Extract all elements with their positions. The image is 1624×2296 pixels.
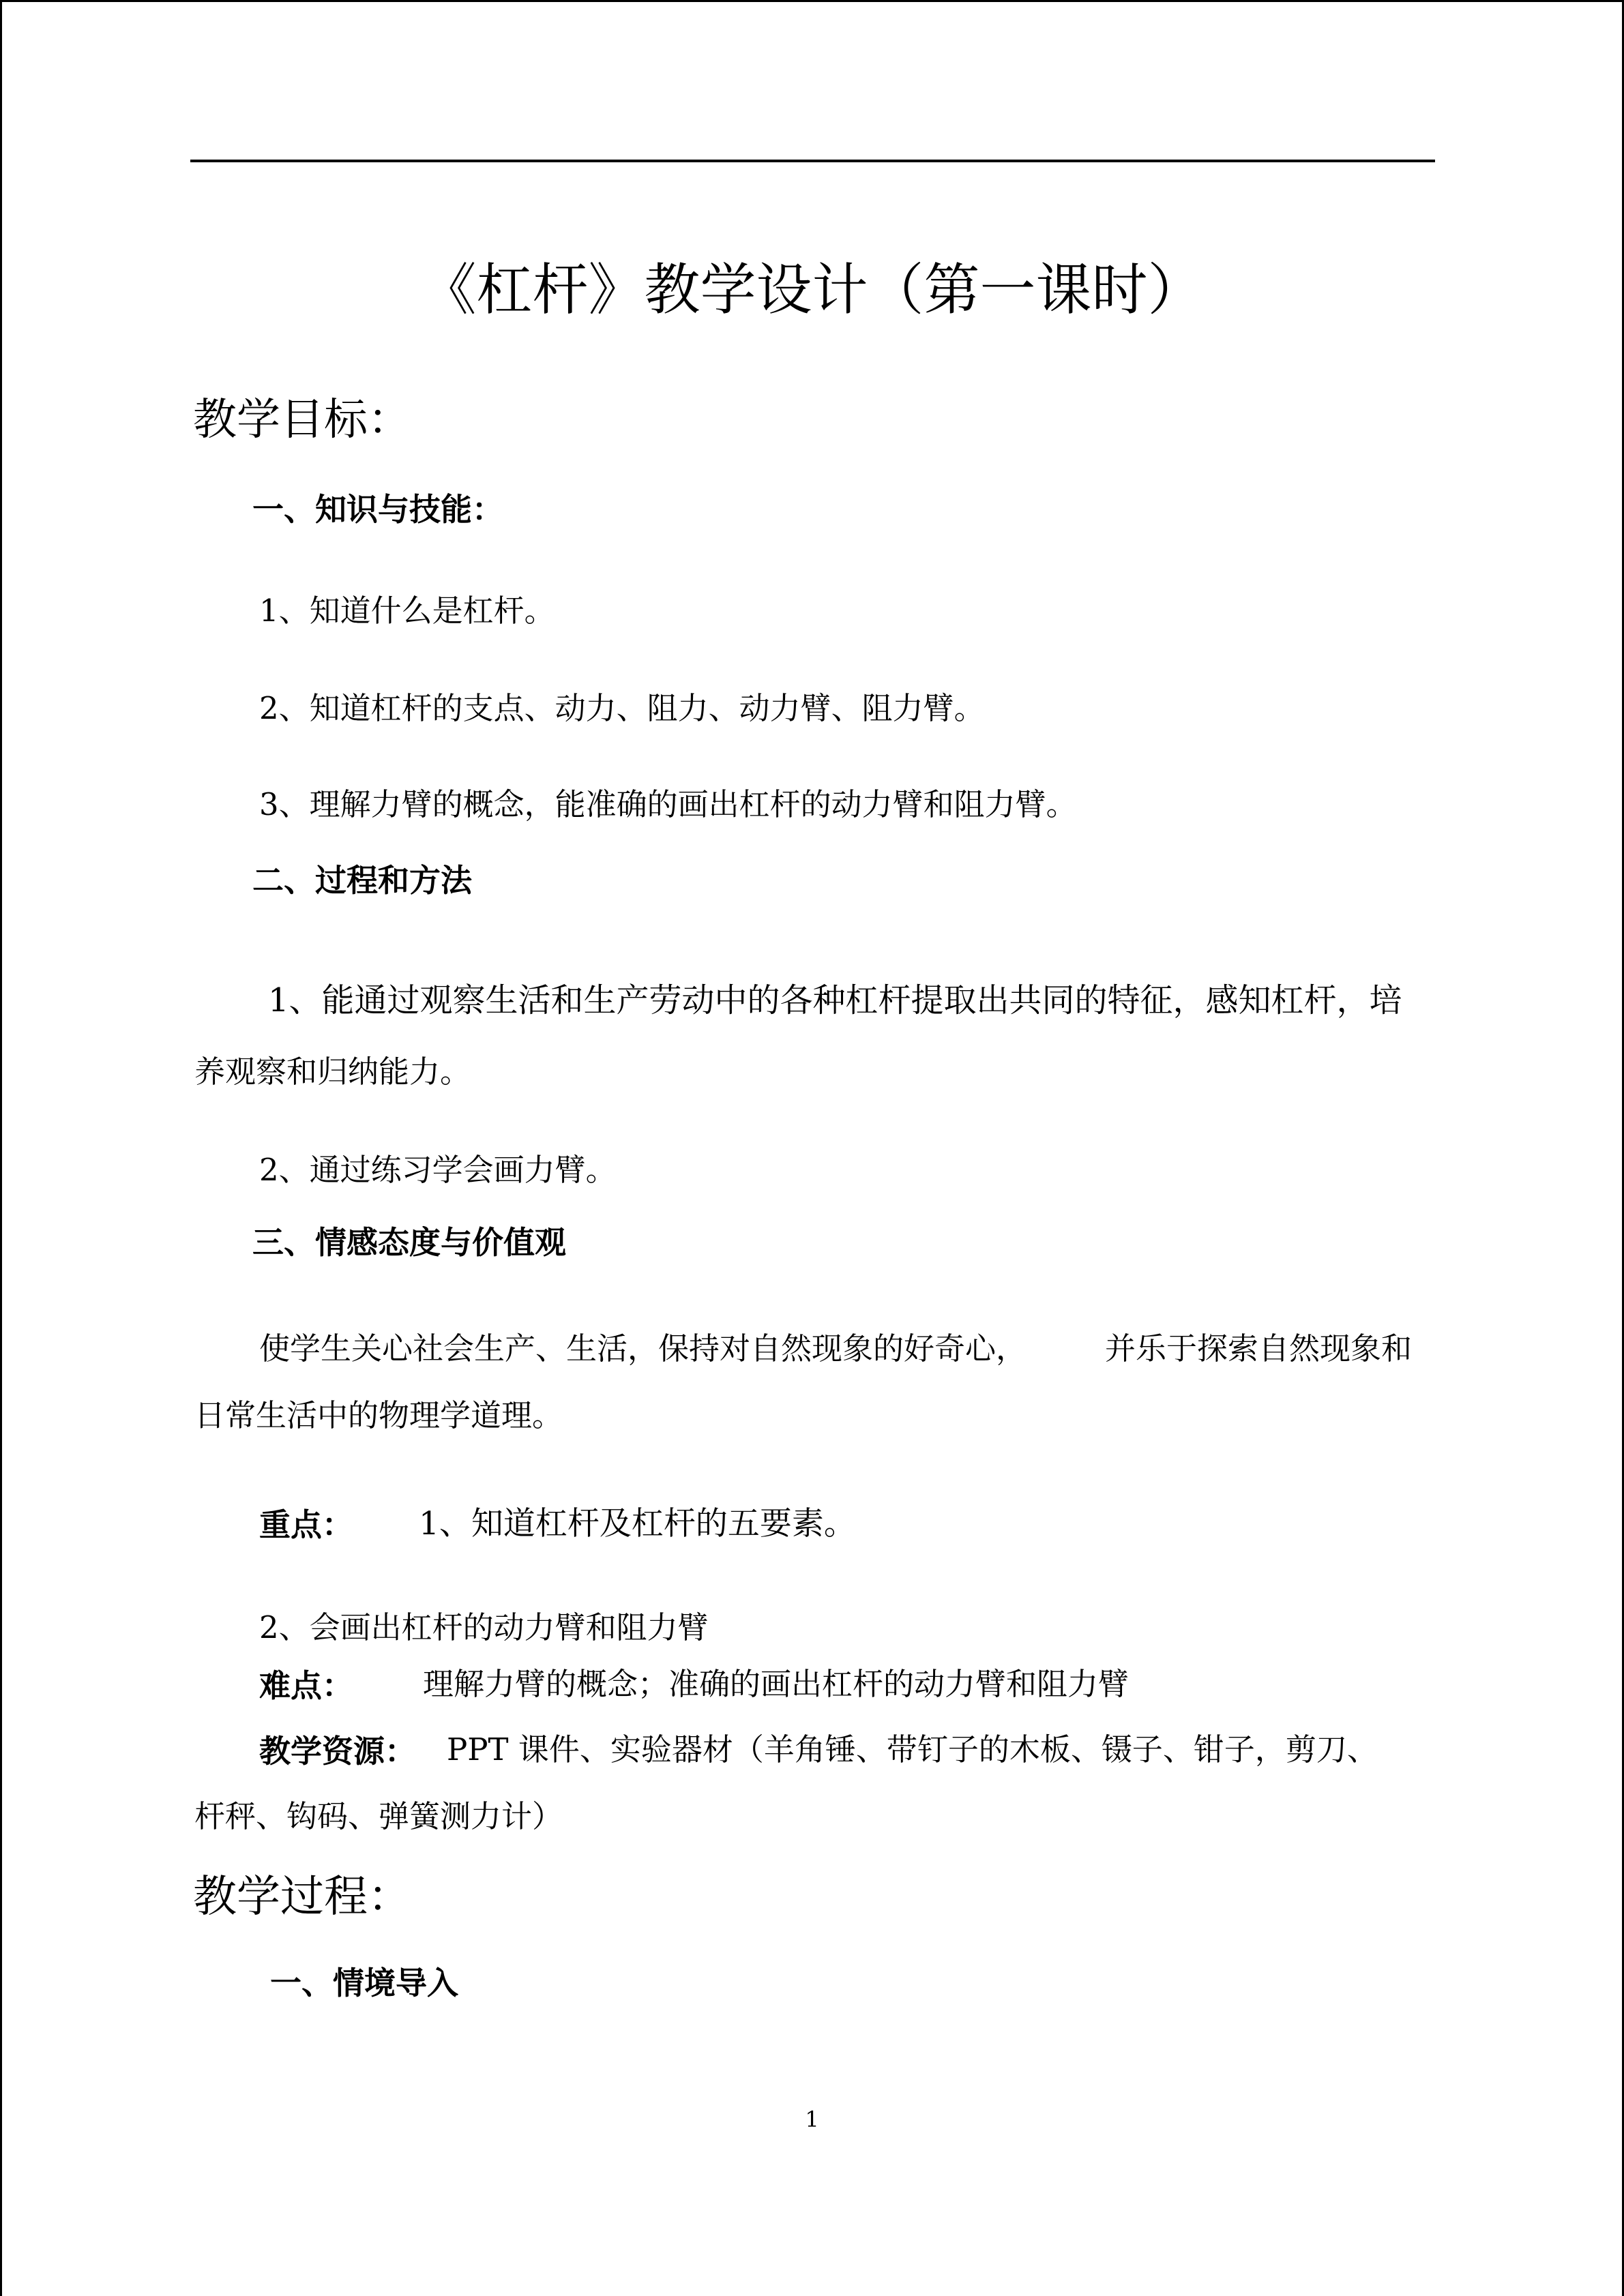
- difficulty-text: 理解力臂的概念；准确的画出杠杆的动力臂和阻力臂: [423, 1666, 1130, 1702]
- process-section-heading: 教学过程：: [193, 1872, 411, 1922]
- process-heading: 二、过程和方法: [252, 862, 472, 899]
- knowledge-item-1: 1、知道什么是杠杆。: [259, 593, 555, 629]
- document-title: 《杠杆》教学设计（第一课时）: [420, 258, 1204, 323]
- difficulty-label: 难点：: [259, 1667, 353, 1704]
- attitude-line-1a: 使学生关心社会生产、生活，保持对自然现象的好奇心，: [259, 1330, 1027, 1367]
- objectives-heading: 教学目标：: [193, 395, 411, 445]
- key-point-2: 2、会画出杠杆的动力臂和阻力臂: [259, 1609, 709, 1645]
- process-item-1-line-1: 1、能通过观察生活和生产劳动中的各种杠杆提取出共同的特征，感知杠杆，培: [268, 981, 1402, 1019]
- knowledge-item-3: 3、理解力臂的概念，能准确的画出杠杆的动力臂和阻力臂。: [259, 786, 1077, 822]
- resources-line-2: 杆秤、钩码、弹簧测力计）: [194, 1798, 563, 1834]
- process-item-2: 2、通过练习学会画力臂。: [259, 1152, 617, 1188]
- attitude-line-1b: 并乐于探索自然现象和: [1105, 1330, 1413, 1367]
- key-point-1: 1、知道杠杆及杠杆的五要素。: [419, 1505, 856, 1542]
- resources-label: 教学资源：: [259, 1733, 416, 1770]
- key-points-label: 重点：: [259, 1506, 353, 1543]
- header-rule: [190, 160, 1435, 162]
- attitude-heading: 三、情感态度与价值观: [252, 1224, 566, 1261]
- process-item-1-line-2: 养观察和归纳能力。: [194, 1054, 471, 1090]
- page-number: 1: [805, 2106, 819, 2132]
- knowledge-item-2: 2、知道杠杆的支点、动力、阻力、动力臂、阻力臂。: [259, 690, 985, 726]
- knowledge-heading: 一、知识与技能：: [252, 491, 503, 528]
- resources-line-1: PPT 课件、实验器材（羊角锤、带钉子的木板、镊子、钳子，剪刀、: [447, 1731, 1378, 1768]
- process-subheading-1: 一、情境导入: [270, 1965, 458, 2001]
- attitude-line-2: 日常生活中的物理学道理。: [194, 1397, 563, 1433]
